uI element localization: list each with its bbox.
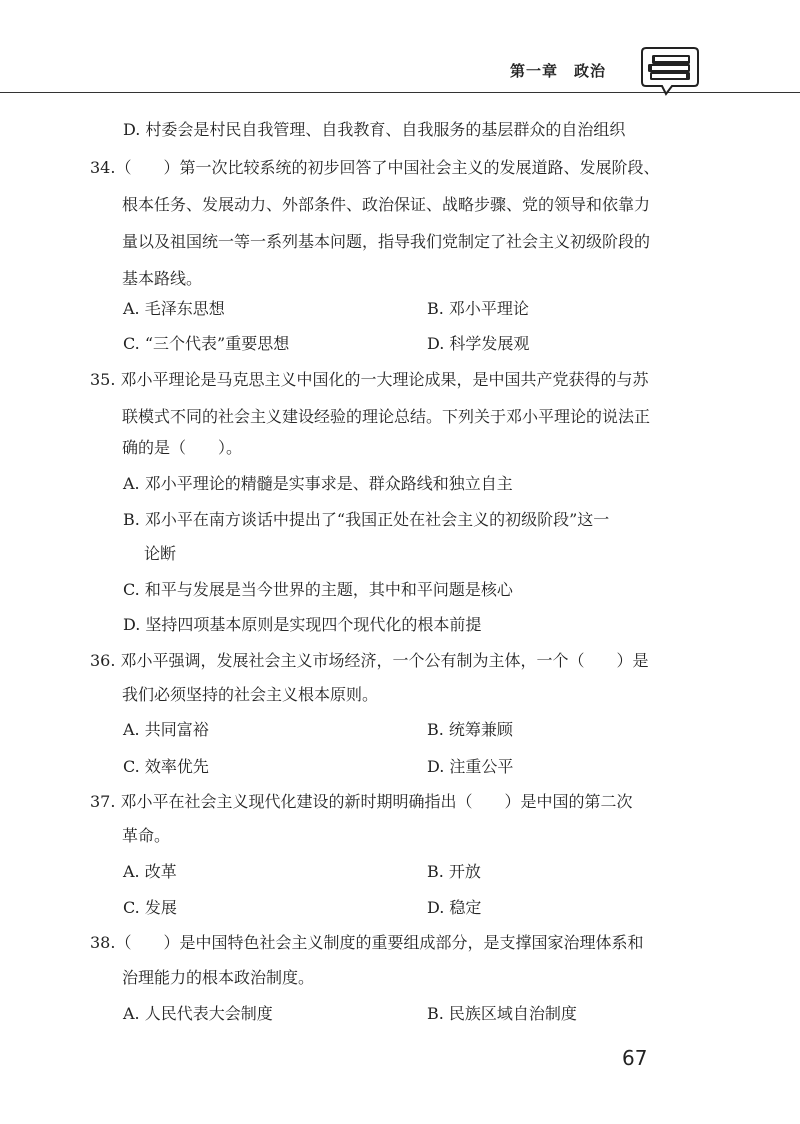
q34-stem-line-4: 基本路线。	[122, 269, 203, 288]
q37-option-b: B. 开放	[427, 862, 481, 881]
q38-stem-line-2: 治理能力的根本政治制度。	[122, 968, 315, 987]
q36-option-c: C. 效率优先	[123, 757, 209, 776]
q34-stem-line-3: 量以及祖国统一等一系列基本问题，指导我们党制定了社会主义初级阶段的	[122, 232, 651, 251]
q38-stem-line-1: 38.（ ）是中国特色社会主义制度的重要组成部分，是支撑国家治理体系和	[90, 933, 644, 952]
q34-stem-line-2: 根本任务、发展动力、外部条件、政治保证、战略步骤、党的领导和依靠力	[122, 195, 651, 214]
page-header	[0, 0, 800, 100]
q36-option-d: D. 注重公平	[427, 757, 514, 776]
q36-stem-line-1: 36. 邓小平强调，发展社会主义市场经济，一个公有制为主体，一个（ ）是	[90, 651, 649, 670]
q35-option-b-line-2: 论断	[144, 544, 177, 563]
q35-option-d: D. 坚持四项基本原则是实现四个现代化的根本前提	[123, 615, 482, 634]
q38-option-b: B. 民族区域自治制度	[427, 1004, 577, 1023]
q36-stem-line-2: 我们必须坚持的社会主义根本原则。	[122, 685, 379, 704]
q36-option-a: A. 共同富裕	[123, 720, 209, 739]
q35-stem-line-1: 35. 邓小平理论是马克思主义中国化的一大理论成果，是中国共产党获得的与苏	[90, 370, 649, 389]
q35-option-b-line-1: B. 邓小平在南方谈话中提出了“我国正处在社会主义的初级阶段”这一	[123, 510, 610, 529]
q34-option-d: D. 科学发展观	[427, 334, 530, 353]
q34-option-b: B. 邓小平理论	[427, 299, 529, 318]
q37-option-a: A. 改革	[123, 862, 177, 881]
q34-stem-line-1: 34.（ ）第一次比较系统的初步回答了中国社会主义的发展道路、发展阶段、	[90, 158, 660, 177]
q37-option-c: C. 发展	[123, 898, 177, 917]
chapter-title: 第一章 政治	[510, 62, 607, 80]
q35-option-a: A. 邓小平理论的精髓是实事求是、群众路线和独立自主	[123, 474, 513, 493]
book-stack-icon	[640, 44, 700, 100]
q35-stem-line-3: 确的是（ ）。	[122, 438, 243, 457]
q36-option-b: B. 统筹兼顾	[427, 720, 513, 739]
q37-option-d: D. 稳定	[427, 898, 482, 917]
q37-stem-line-1: 37. 邓小平在社会主义现代化建设的新时期明确指出（ ）是中国的第二次	[90, 792, 633, 811]
page-number: 67	[622, 1046, 648, 1070]
q38-option-a: A. 人民代表大会制度	[123, 1004, 273, 1023]
q33-option-d: D. 村委会是村民自我管理、自我教育、自我服务的基层群众的自治组织	[123, 120, 626, 139]
q35-option-c: C. 和平与发展是当今世界的主题，其中和平问题是核心	[123, 580, 513, 599]
q37-stem-line-2: 革命。	[122, 826, 171, 845]
q34-option-c: C. “三个代表”重要思想	[123, 334, 290, 353]
q34-option-a: A. 毛泽东思想	[123, 299, 225, 318]
q35-stem-line-2: 联模式不同的社会主义建设经验的理论总结。下列关于邓小平理论的说法正	[122, 407, 651, 426]
